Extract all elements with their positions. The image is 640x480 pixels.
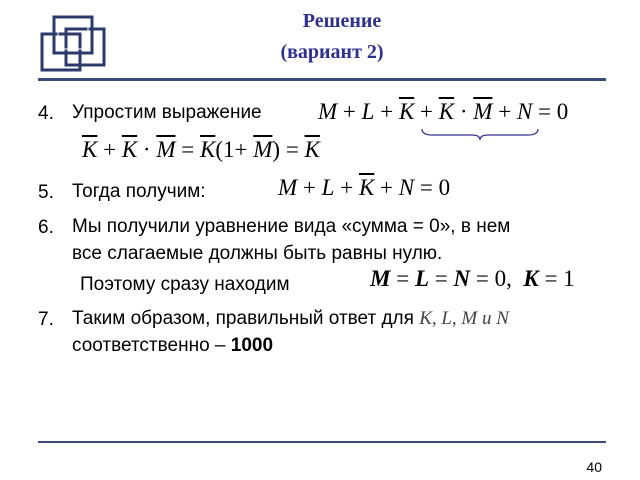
item-7-vars: K, L, M и N — [419, 308, 509, 329]
item-7-prefix-2: соответственно – — [72, 335, 231, 356]
item-6-text-line-1: Мы получили уравнение вида «сумма = 0», в нем — [72, 216, 511, 237]
item-4-number: 4. — [38, 103, 54, 124]
item-4-text: Упростим выражение — [72, 102, 262, 123]
page-title: Решение — [302, 10, 382, 32]
item-4-formula: $M + L + \overline{K} + \overline{K} \cdot \overline{M} + N = 0$ — [318, 99, 569, 124]
item-4-formula-2: $\overline{K} + \overline{K} \cdot \overline{M} = \overline{K}(1+ \overline{M}) = \overline{K}$ — [82, 137, 320, 162]
page-number: 40 — [586, 459, 602, 475]
item-6-formula: M = L = N = 0, K = 1 — [370, 266, 575, 291]
bottom-divider — [38, 441, 606, 443]
item-6-number: 6. — [38, 217, 54, 238]
item-7-text-line-2 — [72, 333, 273, 358]
answer-value: 1000 — [230, 335, 274, 356]
item-6-text-line-2: все слагаемые должны быть равны нулю. — [72, 243, 443, 264]
underbrace-icon — [420, 127, 540, 141]
item-5-formula: $M + L + \overline{K} + N = 0$ — [278, 175, 451, 200]
item-7-text-line-1 — [72, 306, 509, 331]
item-7-number: 7. — [38, 309, 54, 330]
item-5-text: Тогда получим: — [72, 181, 206, 202]
page-subtitle: (вариант 2) — [280, 41, 384, 63]
item-6-text-line-3: Поэтому сразу находим — [80, 274, 290, 295]
top-divider — [38, 78, 606, 81]
item-7-prefix: Таким образом, правильный ответ для — [72, 308, 420, 329]
item-5-number: 5. — [38, 182, 54, 203]
